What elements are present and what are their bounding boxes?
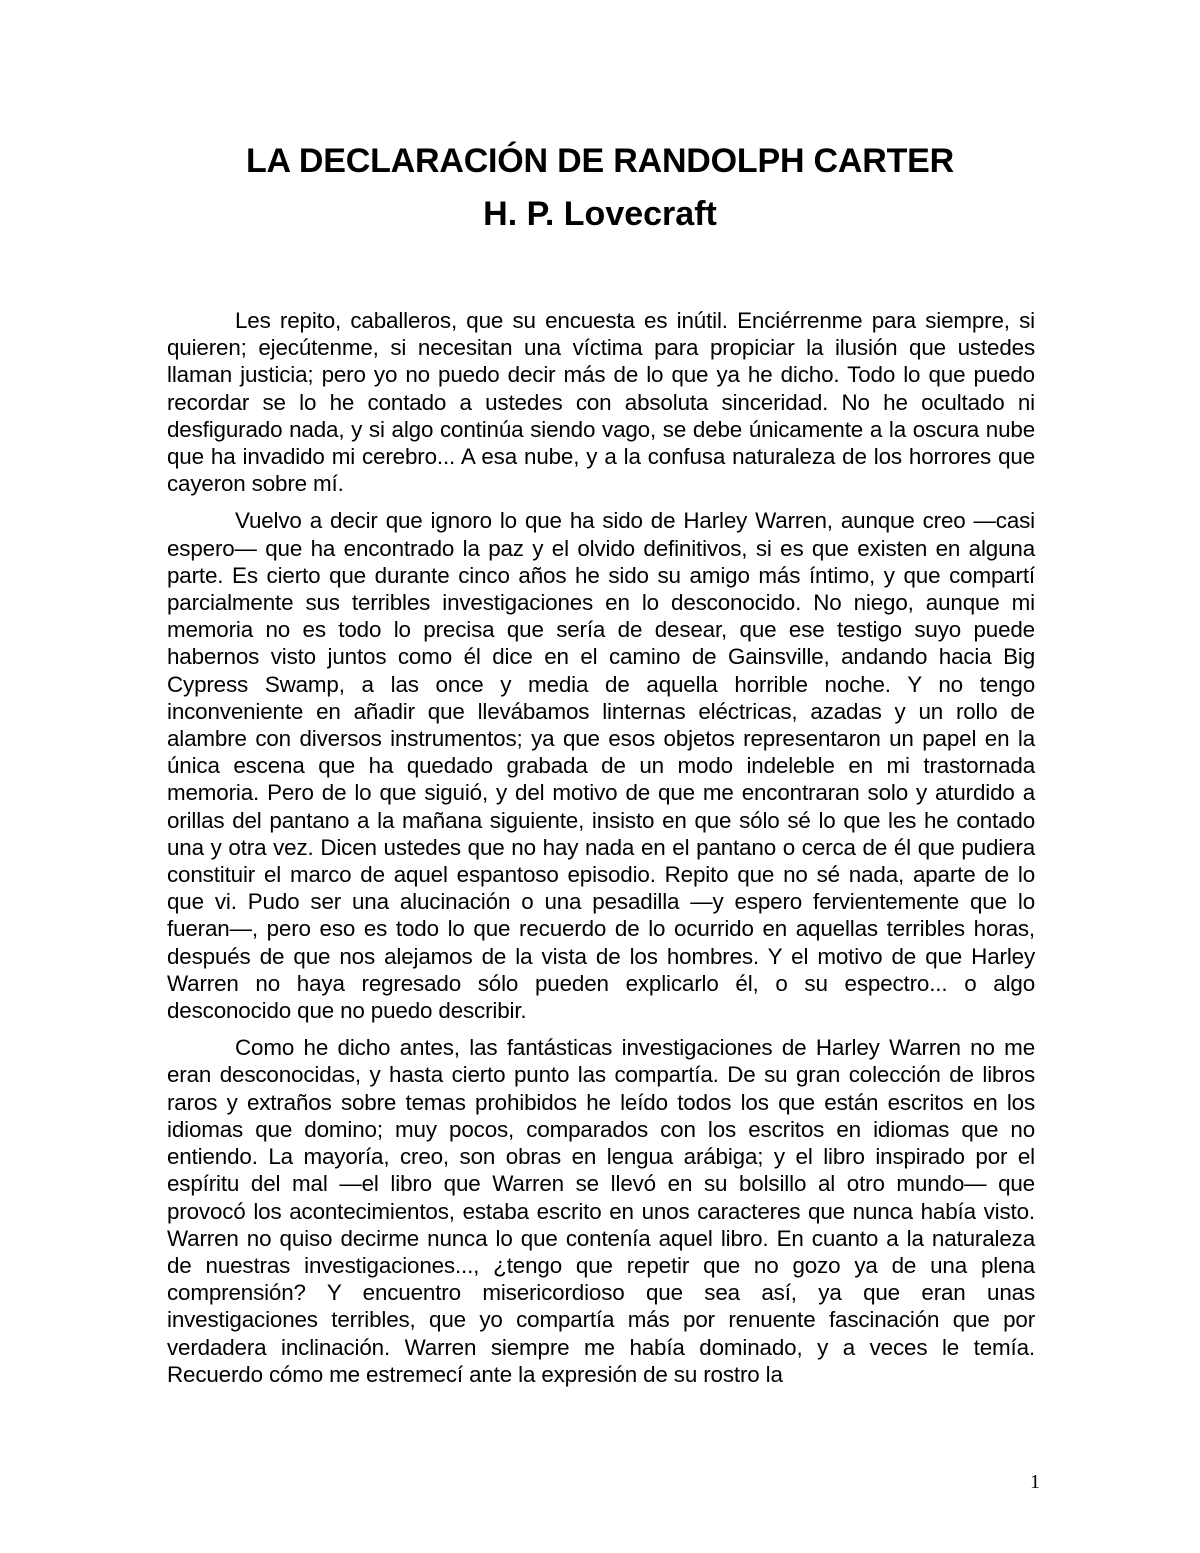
paragraph-3: Como he dicho antes, las fantásticas investigaciones de Harley Warren no me eran desconocidas, y hasta cierto punto las compartía. De su gran colección de libros raros y extraños sobre temas prohibidos he leído todos los que están escritos en los idiomas que domino; muy pocos, comparados con los escritos en idiomas que no entiendo. La mayoría, creo, son obras en lengua arábiga; y el libro inspirado por el espíritu del mal —el libro que Warren se llevó en su bolsillo al otro mundo— que provocó los acontecimientos, estaba escrito en unos caracteres que nunca había visto. Warren no quiso decirme nunca lo que contenía aquel libro. En cuanto a la naturaleza de nuestras investigaciones..., ¿tengo que repetir que no gozo ya de una plena comprensión? Y encuentro misericordioso que sea así, ya que eran unas investigaciones terribles, que yo compartía más por renuente fascinación que por verdadera inclinación. Warren siempre me había dominado, y a veces le temía. Recuerdo cómo me estremecí ante la expresión de su rostro la [167,1035,1035,1387]
paragraph-2: Vuelvo a decir que ignoro lo que ha sido de Harley Warren, aunque creo —casi espero— que ha encontrado la paz y el olvido definitivos, si es que existen en alguna parte. Es cierto que durante cinco años he sido su amigo más íntimo, y que compartí parcialmente sus terribles investigaciones en lo desconocido. No niego, aunque mi memoria no es todo lo precisa que sería de desear, que ese testigo suyo puede habernos visto juntos como él dice en el camino de Gainsville, andando hacia Big Cypress Swamp, a las once y media de aquella horrible noche. Y no tengo inconveniente en añadir que llevábamos linternas eléctricas, azadas y un rollo de alambre con diversos instrumentos; ya que esos objetos representaron un papel en la única escena que ha quedado grabada de un modo indeleble en mi trastornada memoria. Pero de lo que siguió, y del motivo de que me encontraran solo y aturdido a orillas del pantano a la mañana siguiente, insisto en que sólo sé lo que les he contado una y otra vez. Dicen ustedes que no hay nada en el pantano o cerca de él que pudiera constituir el marco de aquel espantoso episodio. Repito que no sé nada, aparte de lo que vi. Pudo ser una alucinación o una pesadilla —y espero fervientemente que lo fueran—, pero eso es todo lo que recuerdo de lo ocurrido en aquellas terribles horas, después de que nos alejamos de la vista de los hombres. Y el motivo de que Harley Warren no haya regresado sólo pueden explicarlo él, o su espectro... o algo desconocido que no puedo describir. [167,508,1035,1024]
document-title: LA DECLARACIÓN DE RANDOLPH CARTER [245,142,954,180]
document-body [167,307,1035,1398]
document-author: H. P. Lovecraft [483,195,717,233]
paragraph-1: Les repito, caballeros, que su encuesta es inútil. Enciérrenme para siempre, si quieren; ejecútenme, si necesitan una víctima para propiciar la ilusión que ustedes llaman justicia; pero yo no puedo decir más de lo que ya he dicho. Todo lo que puedo recordar se lo he contado a ustedes con absoluta sinceridad. No he ocultado ni desfigurado nada, y si algo continúa siendo vago, se debe únicamente a la oscura nube que ha invadido mi cerebro... A esa nube, y a la confusa naturaleza de los horrores que cayeron sobre mí. [167,308,1035,497]
page-number: 1 [1030,1471,1040,1493]
